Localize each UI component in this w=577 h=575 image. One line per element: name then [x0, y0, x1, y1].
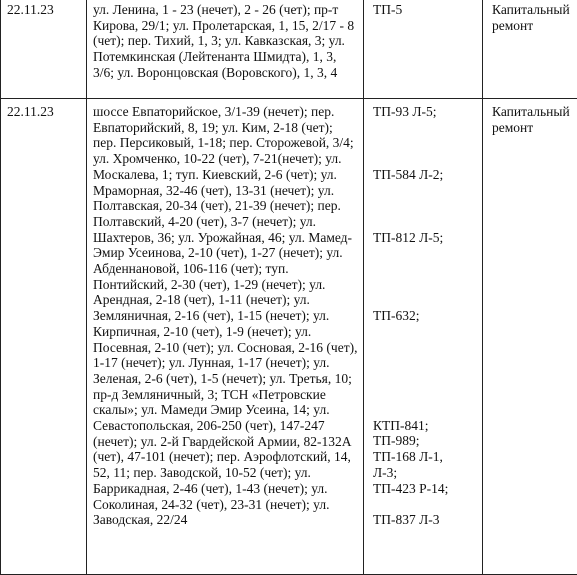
- substation-label: ТП-5: [373, 2, 477, 18]
- substation-label: [373, 135, 477, 151]
- work-type-cell: [483, 0, 577, 99]
- substation-label: ТП-837 Л-3: [373, 512, 477, 528]
- substation-label: [373, 292, 477, 308]
- work-type-text: ремонт: [492, 18, 577, 34]
- table-row: [1, 99, 577, 575]
- work-type-text: Капитальный: [492, 2, 577, 18]
- date-cell: [1, 0, 87, 99]
- substation-label: [373, 496, 477, 512]
- substation-label: [373, 371, 477, 387]
- substation-label: [373, 151, 477, 167]
- substation-label: ТП-584 Л-2;: [373, 167, 477, 183]
- substation-label: ТП-168 Л-1,: [373, 449, 477, 465]
- substation-label: [373, 277, 477, 293]
- streets-text: шоссе Евпаторийское, 3/1-39 (нечет); пер. Евпаторийский, 8, 19; ул. Ким, 2-18 (чет); пер. Персиковый, 1-18; пер. Сторожевой, 3/4; ул. Хромченко, 10-22 (чет), 7-21(нечет); ул. Москалева, 1; туп. Киевский, 2-6 (чет); ул. Мраморная, 32-46 (чет), 13-31 (нечет); ул. Полтавская, 20-34 (чет), 21-39 (нечет); пер. Полтавский, 4-20 (чет), 3-7 (нечет); ул. Шахтеров, 36; ул. Урожайная, 46; ул. Мамед-Эмир Усеинова, 2-10 (чет), 1-27 (нечет); ул. Абденнановой, 106-116 (чет); туп. Понтийский, 2-30 (чет), 1-29 (нечет); ул. Арендная, 2-18 (чет), 1-11 (нечет); ул. Земляничная, 2-16 (чет), 1-15 (нечет); ул. Кирпичная, 2-10 (чет), 1-9 (нечет); ул. Посевная, 2-10 (чет); ул. Сосновая, 2-16 (чет), 1-17 (нечет); ул. Лунная, 1-17 (нечет); ул. Зеленая, 2-6 (чет), 1-5 (нечет); ул. Третья, 10; пр-д Земляничный, 3; ТСН «Петровские скалы»; ул. Мамеди Эмир Усеина, 14; ул. Севастопольская, 206-250 (чет), 147-247 (нечет); ул. 2-й Гвардейской Армии, 82-132А (чет), 47-101 (нечет); пер. Аэрофлотский, 14, 52, 11; пер. Заводской, 10-52 (чет); ул. Баррикадная, 2-46 (чет), 1-43 (нечет); ул. Соколиная, 24-32 (чет), 23-31 (нечет); ул. Заводская, 22/24: [93, 104, 358, 528]
- substation-label: [373, 402, 477, 418]
- substation-label: КТП-841;: [373, 418, 477, 434]
- table-row: [1, 0, 577, 99]
- substation-label: [373, 182, 477, 198]
- substation-label: [373, 339, 477, 355]
- substation-label: [373, 355, 477, 371]
- substation-label: [373, 245, 477, 261]
- substation-label: ТП-93 Л-5;: [373, 104, 477, 120]
- work-type-text: Капитальный: [492, 104, 577, 120]
- substation-label: Л-3;: [373, 465, 477, 481]
- substation-label: ТП-989;: [373, 433, 477, 449]
- date-text: 22.11.23: [7, 104, 54, 119]
- substation-label: [373, 198, 477, 214]
- substation-label: [373, 120, 477, 136]
- substation-label: [373, 386, 477, 402]
- substation-cell: [364, 99, 483, 575]
- substation-label: ТП-632;: [373, 308, 477, 324]
- substation-cell: [364, 0, 483, 99]
- date-text: 22.11.23: [7, 2, 54, 17]
- substation-label: [373, 214, 477, 230]
- substation-label: ТП-812 Л-5;: [373, 230, 477, 246]
- streets-cell: [87, 0, 364, 99]
- substation-label: [373, 261, 477, 277]
- substation-label: [373, 324, 477, 340]
- date-cell: [1, 99, 87, 575]
- substation-label: ТП-423 Р-14;: [373, 481, 477, 497]
- work-type-text: ремонт: [492, 120, 577, 136]
- streets-cell: [87, 99, 364, 575]
- work-type-cell: [483, 99, 577, 575]
- streets-text: ул. Ленина, 1 - 23 (нечет), 2 - 26 (чет); пр-т Кирова, 29/1; ул. Пролетарская, 1, 15, 2/17 - 8 (чет); пер. Тихий, 1, 3; ул. Кавказская, 3; ул. Потемкинская (Лейтенанта Шмидта), 1, 3, 3/6; ул. Воронцовская (Воровского), 1, 3, 4: [93, 2, 358, 81]
